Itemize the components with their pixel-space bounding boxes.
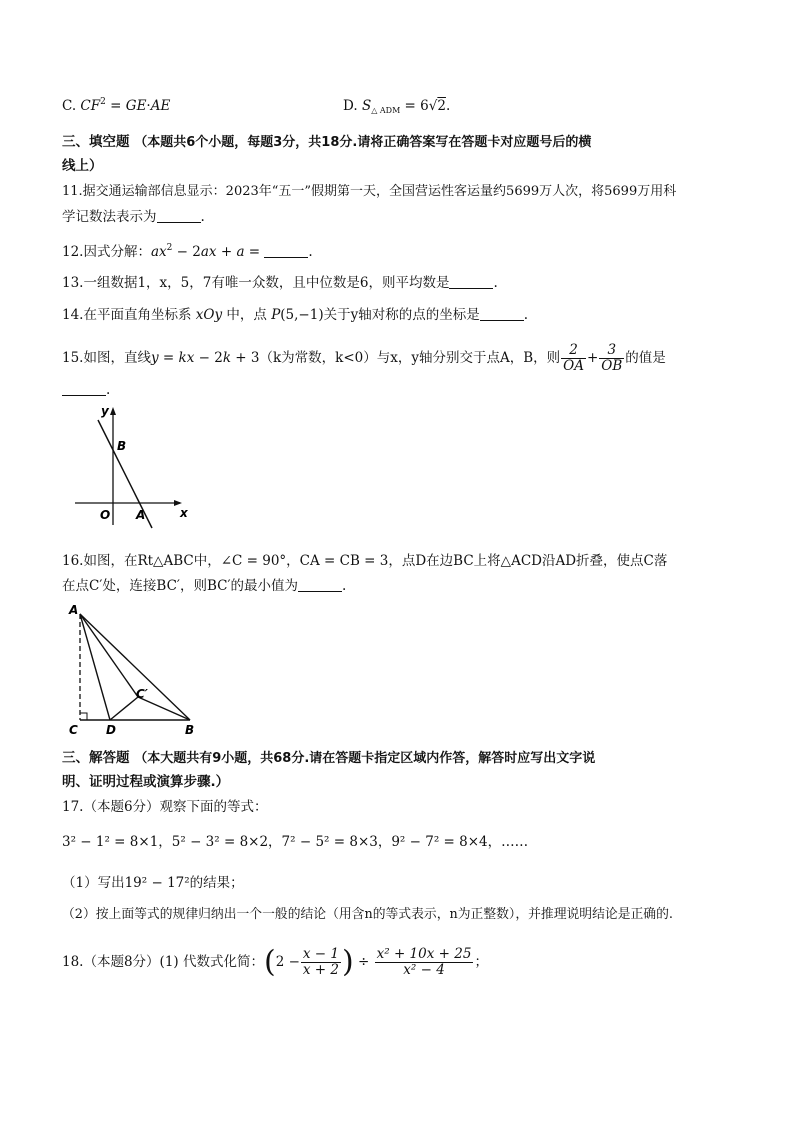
section-fill-instructions: （本题共6个小题，每题3分，共18分.请将正确答案写在答题卡对应题号后的横: [134, 135, 592, 150]
figure-16: [66, 602, 206, 740]
right-angle-mark: [80, 713, 87, 720]
question-15: 15.如图，直线y = kx − 2k + 3（k为常数，k<0）与x，y轴分别交于点A，B，则 $\frac{2}{OA}$ + $\frac{3}{OB}$ 的值是: [62, 342, 666, 374]
question-17-part1: （1）写出19² − 17²的结果；: [62, 875, 244, 891]
question-14: 14.在平面直角坐标系 xOy 中，点 P(5,−1)关于y轴对称的点的坐标是 .: [62, 307, 529, 323]
section-fill-header: [62, 132, 591, 153]
option-d: D. $S_{\triangle ADM} = 6√2$.: [343, 98, 451, 115]
section-fill-instructions-2: 线上）: [62, 158, 103, 174]
label-a: A: [136, 508, 146, 522]
label-o: O: [100, 508, 111, 522]
label-x: x: [180, 506, 188, 520]
figure-15: [70, 400, 200, 530]
label-a: A: [69, 603, 79, 617]
section-answer-header: [62, 748, 595, 769]
question-16-line2: 在点C′处，连接BC′，则BC′的最小值为 .: [62, 578, 347, 594]
question-17-equations: 3² − 1² = 8×1，5² − 3² = 8×2，7² − 5² = 8×3，9² − 7² = 8×4，……: [62, 834, 529, 850]
question-11-line1: 11.据交通运输部信息显示：2023年“五一”假期第一天，全国营运性客运量约5699万人次，将5699万用科: [62, 184, 677, 199]
segment-ac-prime: [80, 614, 138, 697]
question-11-line2: 学记数法表示为 .: [62, 209, 205, 225]
question-17-header: 17.（本题6分）观察下面的等式：: [62, 799, 268, 815]
label-b: B: [117, 439, 127, 453]
question-15-blank: .: [62, 382, 110, 398]
segment-ad: [80, 614, 110, 720]
section-answer-instructions-2: 明、证明过程或演算步骤.）: [62, 774, 230, 790]
answer-blank[interactable]: [449, 275, 493, 289]
answer-blank[interactable]: [62, 382, 106, 396]
question-18: 18.（本题8分）(1) 代数式化简：(2 − $\frac{x - 1}{x + 2}$ ) ÷ $\frac{\text{x² + 10x + 25}}{\text{x² − 4}}$ ；: [62, 944, 488, 980]
answer-blank[interactable]: [264, 244, 308, 258]
y-axis-arrow: [110, 407, 116, 415]
question-12: 12.因式分解：$ax^2 - 2ax + a$ = .: [62, 243, 313, 260]
option-c: C. $CF^2 = GE\cdot AE$: [62, 97, 171, 114]
question-17-part2: （2）按上面等式的规律归纳出一个一般的结论（用含n的等式表示，n为正整数），并推理说明结论是正确的.: [62, 907, 673, 922]
answer-blank[interactable]: [298, 578, 342, 592]
section-answer-title: 三、解答题: [62, 750, 130, 766]
section-answer-instructions: （本大题共有9小题，共68分.请在答题卡指定区域内作答，解答时应写出文字说: [134, 751, 596, 766]
segment-dc-prime: [110, 697, 138, 720]
section-fill-title: 三、填空题: [62, 134, 130, 150]
label-c: C: [69, 723, 78, 737]
label-c-prime: C′: [136, 687, 148, 701]
label-d: D: [106, 723, 116, 737]
question-13: 13.一组数据1，x，5，7有唯一众数，且中位数是6，则平均数是 .: [62, 275, 498, 291]
label-y: y: [101, 404, 109, 418]
question-16-line1: 16.如图，在Rt△ABC中，∠C = 90°，CA = CB = 3，点D在边BC上将△ACD沿AD折叠，使点C落: [62, 553, 668, 569]
label-b: B: [185, 723, 195, 737]
answer-blank[interactable]: [480, 307, 524, 321]
answer-blank[interactable]: [157, 209, 201, 223]
side-ab: [80, 614, 190, 720]
